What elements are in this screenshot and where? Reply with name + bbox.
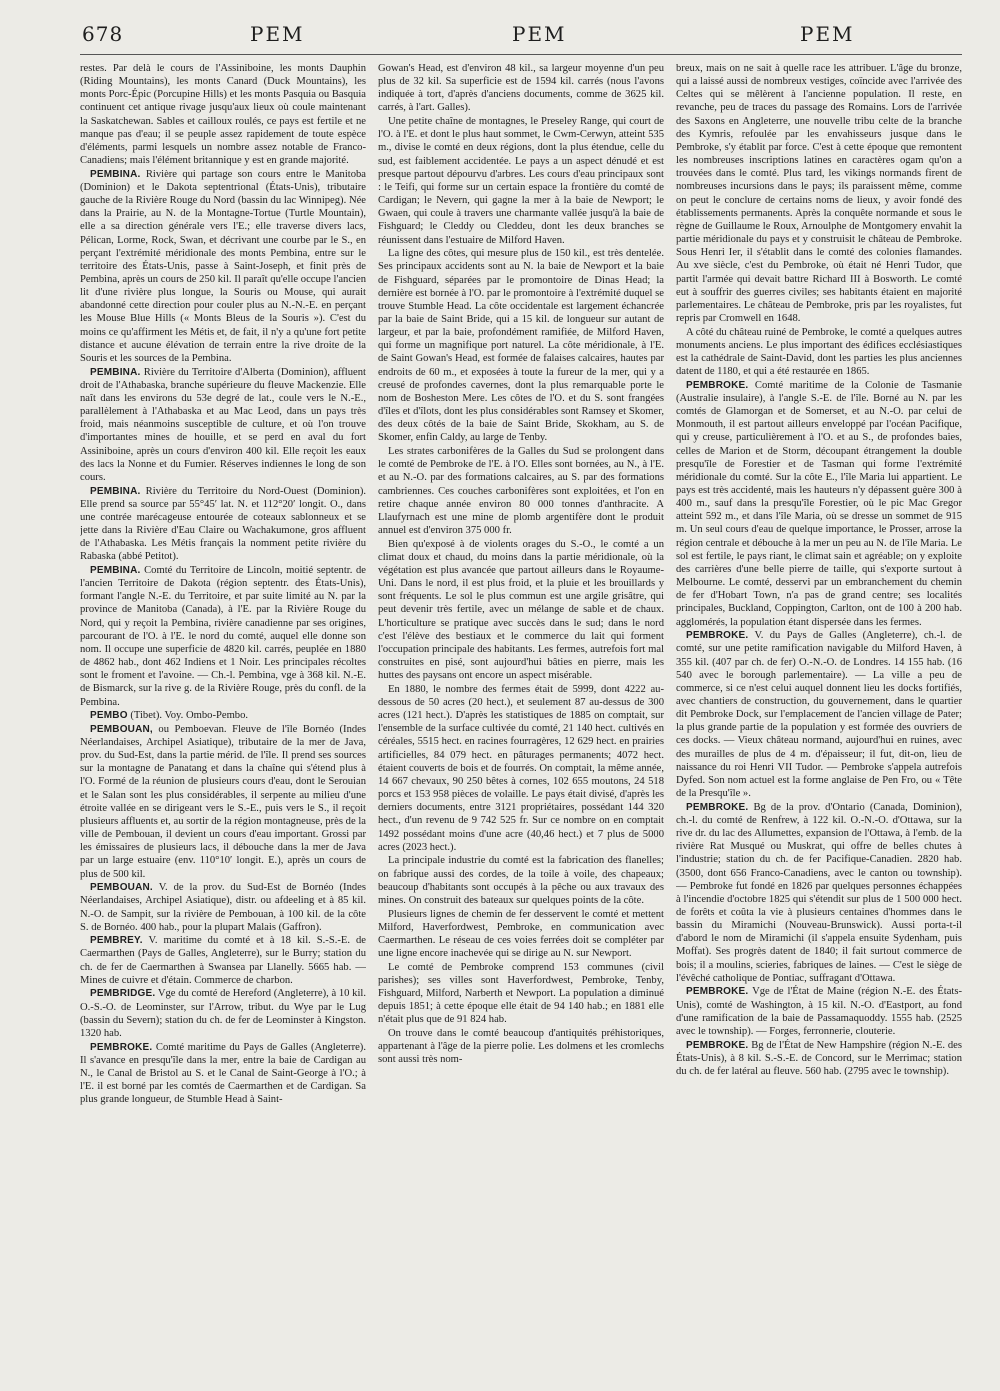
entry-headword: PEMBROKE. bbox=[686, 1039, 749, 1051]
entry-text: Bg de la prov. d'Ontario (Canada, Dominion), ch.-l. du comté de Renfrew, à 122 kil. O.-N.-O. d'Ottawa, sur la rive dr. du lac des Allumettes, expansion de l'Ottawa, à l'emb. de la rivière Rat Musqué ou Muskrat, qui offre de belles chutes à l'industrie; station du ch. de fer Pacifique-Canadien. 2820 hab. (3500, dont 656 Franco-Canadiens, avec le canton ou township). — Pembroke fut fondé en 1826 par quelques personnes échappées à l'incendie d'octobre 1825 qui s'étendit sur plus de 1 500 000 hect. de forêts et coûta la vie à plusieurs centaines d'hommes dans le bassin du Miramichi (Nouveau-Brunswick). Aussi porta-t-il d'abord le nom de Miramichi (il s'appela ensuite Sydenham, puis Moffat). Ses progrès datent de 1840; il fait surtout commerce de bois; il a moulins, scieries, fabriques de laines. — C'est le siège de l'évêché catholique de Pontiac, suffragant d'Ottawa. bbox=[676, 801, 962, 984]
entry-text: Rivière qui partage son cours entre le Manitoba (Dominion) et le Dakota septentrional (États-Unis), tributaire gauche de la Rivière Rouge du Nord (bassin du lac Winnipeg). Née dans la Prairie, au N. de la Montagne-Tortue (Turtle Mountain), elle a sa direction générale vers l'E.; elle traverse divers lacs, Pélican, Lorme, Rock, Swan, et décrivant une courbe par le S., en perçant l'extrémité méridionale des monts Pembina, entre sur le territoire des États-Unis, passe à Saint-Joseph, et finit près de Pembina, après un cours de 250 kil. Il paraît qu'elle occupe l'ancien lit d'une rivière plus longue, la Souris ou Mouse, qui aurait abandonné cette direction pour couler plus au N.-N.-E. en perçant les Mouse Blue Hills (« Monts Bleus de la Souris »). C'est du moins ce qu'affirment les Métis et, de fait, il n'y a qu'une fort petite distance et aucune élévation de terrain entre la rive droite de la Souris et les sources de la Pembina. bbox=[80, 168, 366, 364]
entry-headword: PEMBOUAN, bbox=[90, 723, 153, 735]
entry-text: Le comté de Pembroke comprend 153 communes (civil parishes); ses villes sont Haverfordwest, Pembroke, Tenby, Fishguard, Milford, Narberth et Newport. La population a diminué depuis 1851; à cette époque elle était de 94 140 hab.; en 1881 elle n'était plus que de 91 824 hab. bbox=[378, 961, 664, 1026]
entry-headword: PEMBROKE. bbox=[686, 379, 749, 391]
entry-text: La ligne des côtes, qui mesure plus de 150 kil., est très dentelée. Ses principaux accidents sont au N. la baie de Newport et la baie de Fishguard, séparées par le promontoire de Dinas Head; la dernière est bornée à l'O. par le promontoire à l'extrémité duquel se trouve Stumble Head. La côte occidentale est largement échancrée par la baie de Saint Bride, qui a 15 kil. de longueur sur autant de largeur, et par la baie, profondément ramifiée, de Milford Haven, qui forme un magnifique port naturel. La côte méridionale, à l'E. de Saint Gowan's Head, est formée de falaises calcaires, hautes par endroits de 60 m., et exposées à toute la fureur de la mer, qui y a creusé de profondes cavernes, dont la plus remarquable porte le nom de Bosheston Mere. Les côtes de l'O. et du S. sont frangées d'îles et d'îlots, dont les plus considérables sont Ramsey et Skomer, des deux côtés de la baie de Saint Bride, Skokham, au S. de Skomer, enfin Caldy, au large de Tenby. bbox=[378, 248, 664, 444]
entry-paragraph bbox=[676, 326, 962, 379]
entry-headword: PEMBOUAN. bbox=[90, 882, 153, 894]
entry-paragraph bbox=[378, 1027, 664, 1066]
entry-text: ou Pemboevan. Fleuve de l'île Bornéo (Indes Néerlandaises, Archipel Asiatique), tributaire de la mer de Java, prov. du Sud-Est, dans la partie mérid. de l'île. Il prend ses sources sur la montagne de Panatang et dans la chaîne qui s'étend plus à l'O. Formé de la réunion de plusieurs cours d'eau, dont le Serouian et le Salan sont les plus considérables, il serpente au milieu d'une étroite vallée en se dirigeant vers le S.-E., puis vers le S., il reçoit plusieurs affluents et, au sortir de la région montagneuse, près de la ville de Pembouan, il devient un cours d'eau important. Grossi par les émissaires de plusieurs lacs, il débouche dans la mer de Java par un large estuaire (env. 110°10′ longit. E.), après un cours de plus de 500 kil. bbox=[80, 723, 366, 880]
entry-paragraph bbox=[378, 62, 664, 115]
text-columns bbox=[80, 62, 962, 1362]
entry-paragraph bbox=[378, 115, 664, 247]
entry-text: On trouve dans le comté beaucoup d'antiquités préhistoriques, appartenant à l'âge de la pierre polie. Les dolmens et les cromlechs sont aussi très nom- bbox=[378, 1027, 664, 1066]
dictionary-entry bbox=[80, 485, 366, 564]
entry-text: Comté maritime de la Colonie de Tasmanie (Australie insulaire), à l'angle S.-E. de l'île. Borné au N. par les comtés de Glamorgan et de Somerset, et au N.-O. par celui de Monmouth, il est partout ailleurs enveloppé par l'océan Pacifique, qui y creuse, particulièrement à l'O. et au S., de profondes baies, celles de Marion et de Storm, découpant étrangement la double presqu'île de Forestier et de Tasman qui forme l'extrémité méridionale du comté. Sur la côte E., l'île Maria lui appartient. Le pays est très accidenté, mais les hauteurs n'y dépassent guère 300 à 400 m., sauf dans la presqu'île Forestier, où le pic Mac Gregor atteint 592 m., et dans l'île Maria, où se dresse un sommet de 915 m. Un seul cours d'eau de quelque importance, le Prosser, arrose la région centrale et débouche à la mer un peu au N. de l'île Maria. Le sol est fertile, le pays riant, le climat sain et agréable; on y exploite des carrières d'une belle pierre de taille, qui s'exporte surtout à Melbourne. Le comté, desservi par un embranchement du chemin de fer d'Hobart Town, n'a pas de grand centre; ses localités principales, Buckland, Coppington, Carlton, ont de 100 à 200 hab. agglomérés, la population étant dispersée dans les fermes. bbox=[676, 379, 962, 628]
entry-text: V. maritime du comté et à 18 kil. S.-S.-E. de Caermarthen (Pays de Galles, Angleterre), sur le Burry; station du ch. de fer de Caermarthen à Swansea par Llanelly. 5665 hab. — Mines de cuivre et d'étain. Commerce de charbon. bbox=[80, 935, 366, 986]
page-number: 678 bbox=[82, 22, 124, 46]
entry-text: Rivière du Territoire du Nord-Ouest (Dominion). Elle prend sa source par 55°45′ lat. N. et 112°20′ longit. O., dans une contrée marécageuse entourée de coteaux sablonneux et se jette dans la Rivière d'Eau Claire ou Wachakumone, gros affluent de l'Athabaska. Les Métis français la nomment petite rivière du Rabaska (abbé Petitot). bbox=[80, 485, 366, 563]
entry-paragraph bbox=[378, 538, 664, 683]
entry-paragraph bbox=[378, 908, 664, 961]
entry-text: La principale industrie du comté est la fabrication des flanelles; on fabrique aussi des cordes, de la toile à voile, des chapeaux; beaucoup d'habitants sont occupés à la pêche ou aux travaux des mines. On construit des bateaux sur quelques points de la côte. bbox=[378, 855, 664, 906]
dictionary-entry bbox=[676, 985, 962, 1038]
entry-headword: PEMBROKE. bbox=[686, 630, 749, 642]
dictionary-entry bbox=[676, 1039, 962, 1078]
entry-headword: PEMBO bbox=[90, 710, 128, 722]
running-head-left: PEM bbox=[250, 22, 305, 46]
page-header bbox=[62, 20, 962, 54]
header-rule bbox=[80, 54, 962, 55]
entry-paragraph bbox=[378, 445, 664, 537]
entry-text: V. de la prov. du Sud-Est de Bornéo (Indes Néerlandaises, Archipel Asiatique), distr. ou afdeeling et à 85 kil. N.-O. de Sampit, sur la rivière de Pembouan, à 100 kil. de la côte S. de Bornéo. 400 hab., pour la plupart Malais (Gaffron). bbox=[80, 882, 366, 933]
entry-text: A côté du château ruiné de Pembroke, le comté a quelques autres monuments anciens. Le plus important des édifices ecclésiastiques est la cathédrale de Saint-David, dont les parties les plus anciennes datent de 1180, et qui a été restaurée en 1865. bbox=[676, 326, 962, 378]
entry-headword: PEMBROKE. bbox=[686, 986, 749, 998]
dictionary-entry bbox=[676, 801, 962, 985]
dictionary-entry bbox=[80, 723, 366, 881]
running-head-center: PEM bbox=[512, 22, 567, 46]
entry-headword: PEMBINA. bbox=[90, 564, 141, 576]
dictionary-entry bbox=[80, 366, 366, 484]
entry-text: Vge de l'État de Maine (région N.-E. des États-Unis), comté de Washington, à 15 kil. N.-O. d'Eastport, au fond d'une ramification de la baie de Passamaquoddy. 1555 hab. (2525 avec le township). — Forges, ferronnerie, clouterie. bbox=[676, 986, 962, 1037]
entry-text: Gowan's Head, est d'environ 48 kil., sa largeur moyenne d'un peu plus de 32 kil. Sa superficie est de 1594 kil. carrés (nous l'avons indiquée à tort, d'après d'anciens documents, comme de 3625 kil. carrés, à l'art. Galles). bbox=[378, 63, 664, 114]
entry-text: restes. Par delà le cours de l'Assiniboine, les monts Dauphin (Riding Mountains), les monts Canard (Duck Mountains), les monts Porc-Épic (Porcupine Hills) et les monts Pasquia ou Basquia continuent cet antique rivage jusqu'aux lieux où coule maintenant la Saskatchewan. Sables et cailloux roulés, ce pays est fertile et ne manque pas d'eau; il se peuple assez rapidement de toute espèce d'éléments, parmi lesquels un nombre assez notable de Franco-Canadiens; mais l'élément britannique y est en grande majorité. bbox=[80, 63, 366, 167]
entry-text: (Tibet). Voy. Ombo-Pembo. bbox=[130, 710, 249, 722]
dictionary-entry bbox=[80, 709, 366, 722]
entry-paragraph bbox=[676, 62, 962, 325]
entry-headword: PEMBROKE. bbox=[686, 801, 749, 813]
entry-headword: PEMBROKE. bbox=[90, 1041, 153, 1053]
entry-headword: PEMBINA. bbox=[90, 366, 141, 378]
entry-headword: PEMBRIDGE. bbox=[90, 988, 156, 1000]
dictionary-entry bbox=[80, 881, 366, 934]
running-head-right: PEM bbox=[800, 22, 855, 46]
entry-text: En 1880, le nombre des fermes était de 5999, dont 4222 au-dessous de 50 acres (20 hect.), et seulement 87 au-dessus de 300 acres (121 hect.). D'après les statistiques de 1885 on comptait, sur l'ensemble de la surface cultivée du comté, 21 140 hect. cultivés en céréales, 5515 hect. en racines fourragères, 12 629 hect. en prairies artificielles, 84 079 hect. en pâturages permanents; 4072 hect. étaient couverts de bois et de fourrés. On comptait, la même année, 14 667 chevaux, 90 250 bêtes à cornes, 102 655 moutons, 24 518 porcs et 153 958 pièces de volaille. Le pays était divisé, d'après les derniers documents, entre 3121 propriétaires, possédant 144 320 hect., d'un revenu de 9 742 525 fr. Sur ce nombre on en comptait 1492 possédant moins d'une acre (40,46 hect.) et 7 plus de 5000 acres (2023 hect.). bbox=[378, 683, 664, 853]
entry-text: Une petite chaîne de montagnes, le Preseley Range, qui court de l'O. à l'E. et dont le plus haut sommet, le Cwm-Cerwyn, atteint 535 m., divise le comté en deux régions, dont la plus étendue, celle du sud, est faiblement accidentée. Le pays a un aspect dénudé et est presque partout dépourvu d'arbres. Les cours d'eau principaux sont : le Teifi, qui forme sur un certain espace la frontière du comté de Cardigan; le Nevern, qui gagne la mer à la baie de Newport; le Gwaen, qui coule à travers une charmante vallée jusqu'à la baie de Fishguard; le Cleddy ou Cleddeu, dont les deux branches se réunissent dans l'estuaire de Milford Haven. bbox=[378, 116, 664, 246]
entry-text: Comté du Territoire de Lincoln, moitié septentr. de l'ancien Territoire de Dakota (région septentr. des États-Unis), formant l'angle N.-E. du Territoire, et par suite limité au N. par la province de Manitoba (Canada), à l'E. par la Rivière Rouge du Nord, qui y reçoit la Pembina, rivière canadienne par ses origines, parcourant de l'O. à l'E. le nord du comté, auquel elle donne son nom. Il occupe une superficie de 4820 kil. carrés, peuplée en 1880 de 4862 hab., dont 462 Indiens et 1 Noir. Les principales récoltes sont le froment et l'avoine. — Ch.-l. Pembina, vge à 368 kil. N.-E. de Bismarck, sur la rive g. de la Rivière Rouge, près du confl. de la Pembina. bbox=[80, 564, 366, 708]
column-2 bbox=[378, 62, 664, 1362]
entry-text: Les strates carbonifères de la Galles du Sud se prolongent dans le comté de Pembroke de l'E. à l'O. Elles sont bornées, au N., à l'E. et au N.-O. par des formations calcaires, au S. par des formations cambriennes. Ces couches carbonifères sont exploitées, et l'on en retire chaque année environ 80 000 tonnes d'anthracite. A Llaufyrnach est une mine de plomb argentifère dont le produit annuel est d'environ 375 000 fr. bbox=[378, 446, 664, 536]
dictionary-entry bbox=[676, 629, 962, 800]
entry-text: Vge du comté de Hereford (Angleterre), à 10 kil. O.-S.-O. de Leominster, sur l'Arrow, tribut. du Wye par le Lug (bassin du Severn); station du ch. de fer de Leominster à Kingston. 1320 hab. bbox=[80, 988, 366, 1039]
dictionary-entry bbox=[80, 564, 366, 709]
entry-text: breux, mais on ne sait à quelle race les attribuer. L'âge du bronze, qui a laissé aussi de nombreux vestiges, coïncide avec l'arrivée des Celtes qui se mêlèrent à l'ancienne population. Il reste, en revanche, peu de traces du passage des Romains. Lors de l'arrivée des Saxons en Angleterre, une nouvelle tribu celte de la branche des Kymris, refoulée par les envahisseurs jusque dans le Pembroke, s'y établit par force. C'est à cette époque que remontent les nombreuses inscriptions latines en caractères ogam qu'on a trouvées dans le comté. Plus tard, les vikings normands firent de nombreuses incursions dans le pays; ils paraissent même, comme on peut le conclure de certains noms de lieux, y avoir fondé des établissements permanents. Après la conquête normande et sous le règne de Guillaume le Roux, Arnoulphe de Montgomery envahit la partie méridionale du pays et y construisit le château de Pembroke. Sous Henri Ier, il s'établit dans le comté des colonies flamandes. Au xve siècle, c'est du Pembroke, où était né Henri Tudor, que partit l'armée qui devait battre Richard III à Bosworth. Le comté eut à souffrir des guerres civiles; ses habitants étaient en majorité parlementaires. Le château de Pembroke, pris par les royalistes, fut repris par Cromwell en 1648. bbox=[676, 63, 962, 324]
dictionary-entry bbox=[80, 1041, 366, 1107]
entry-text: V. du Pays de Galles (Angleterre), ch.-l. de comté, sur une petite ramification navigable du Milford Haven, à 355 kil. (407 par ch. de fer) O.-N.-O. de Londres. 14 155 hab. (16 540 avec le borough parlementaire). — La ville a peu de commerce, si ce n'est celui auquel donnent lieu les docks fortifiés, avec chantiers de construction, du gouvernement, dans le quartier dit Pembroke Dock, sur l'emplacement de l'ancien village de Pater; la plus grande partie de la population y est formée des ouvriers de ces docks. — Vieux château normand, aujourd'hui en ruines, avec des murailles de plus de 4 m. d'épaisseur; il fut, dit-on, lieu de naissance du roi Henri VII Tudor. — Pembroke s'appela autrefois Dyfed. Son nom actuel est la forme anglaise de Pen Fro, ou « Tête de la Presqu'île ». bbox=[676, 630, 962, 800]
entry-headword: PEMBINA. bbox=[90, 168, 141, 180]
column-1 bbox=[80, 62, 366, 1362]
entry-headword: PEMBREY. bbox=[90, 935, 143, 947]
dictionary-entry bbox=[80, 168, 366, 365]
entry-text: Comté maritime du Pays de Galles (Angleterre). Il s'avance en presqu'île dans la mer, entre la baie de Cardigan au N., le Canal de Bristol au S. et le Canal de Saint-George à l'O.; à l'E. il est borné par les comtés de Caermarthen et de Cardigan. Sa plus grande longueur, de Stumble Head à Saint- bbox=[80, 1041, 366, 1106]
entry-paragraph bbox=[378, 247, 664, 444]
entry-text: Plusieurs lignes de chemin de fer desservent le comté et mettent Milford, Haverfordwest, Pembroke, en communication avec Caermarthen. Le réseau de ces voies ferrées doit se compléter par une ligne encore inachevée qui se dirige au N. sur Newport. bbox=[378, 908, 664, 959]
dictionary-entry bbox=[80, 987, 366, 1040]
entry-text: Bg de l'État de New Hampshire (région N.-E. des États-Unis), à 8 kil. S.-S.-E. de Concord, sur le Merrimac; station du ch. de fer latéral au fleuve. 560 hab. (2795 avec le township). bbox=[676, 1039, 962, 1077]
entry-headword: PEMBINA. bbox=[90, 485, 141, 497]
entry-paragraph bbox=[80, 62, 366, 167]
entry-text: Rivière du Territoire d'Alberta (Dominion), affluent droit de l'Athabaska, branche supérieure du fleuve Mackenzie. Elle naît dans les environs du 53e degré de lat., coule vers le N.-E., parallèlement à l'Athabaska et au Mac Leod, dans un pays très froid, mais néanmoins susceptible de culture, et où l'on trouve d'importantes mines de houille, et se perd en aval du fort Assiniboine, après un cours d'environ 400 kil. Elle reçoit les eaux des lacs la Nonne et du Fumier. Réserves indiennes le long de son cours. bbox=[80, 366, 366, 483]
entry-paragraph bbox=[378, 683, 664, 854]
entry-text: Bien qu'exposé à de violents orages du S.-O., le comté a un climat doux et chaud, du moins dans la partie méridionale, où la végétation est plus avancée que partout ailleurs dans le Royaume-Uni. Dans le nord, il est plus froid, et la pluie et les brouillards y sont fréquents. Le sol le plus commun est une argile grisâtre, qui peut devenir très fertile, avec un mélange de sable et de chaux. L'horticulture se pratique avec succès dans le sud; dans le nord c'est l'élève des bestiaux et le commerce du lait qui forment l'occupation principale des habitants. Les fermes, autrefois fort mal construites en pisé, sont aujourd'hui bâties en pierre, mais les huttes des paysans ont encore un aspect misérable. bbox=[378, 538, 664, 682]
entry-paragraph bbox=[378, 854, 664, 907]
entry-paragraph bbox=[378, 961, 664, 1027]
dictionary-entry bbox=[80, 934, 366, 987]
column-3 bbox=[676, 62, 962, 1362]
dictionary-entry bbox=[676, 379, 962, 629]
